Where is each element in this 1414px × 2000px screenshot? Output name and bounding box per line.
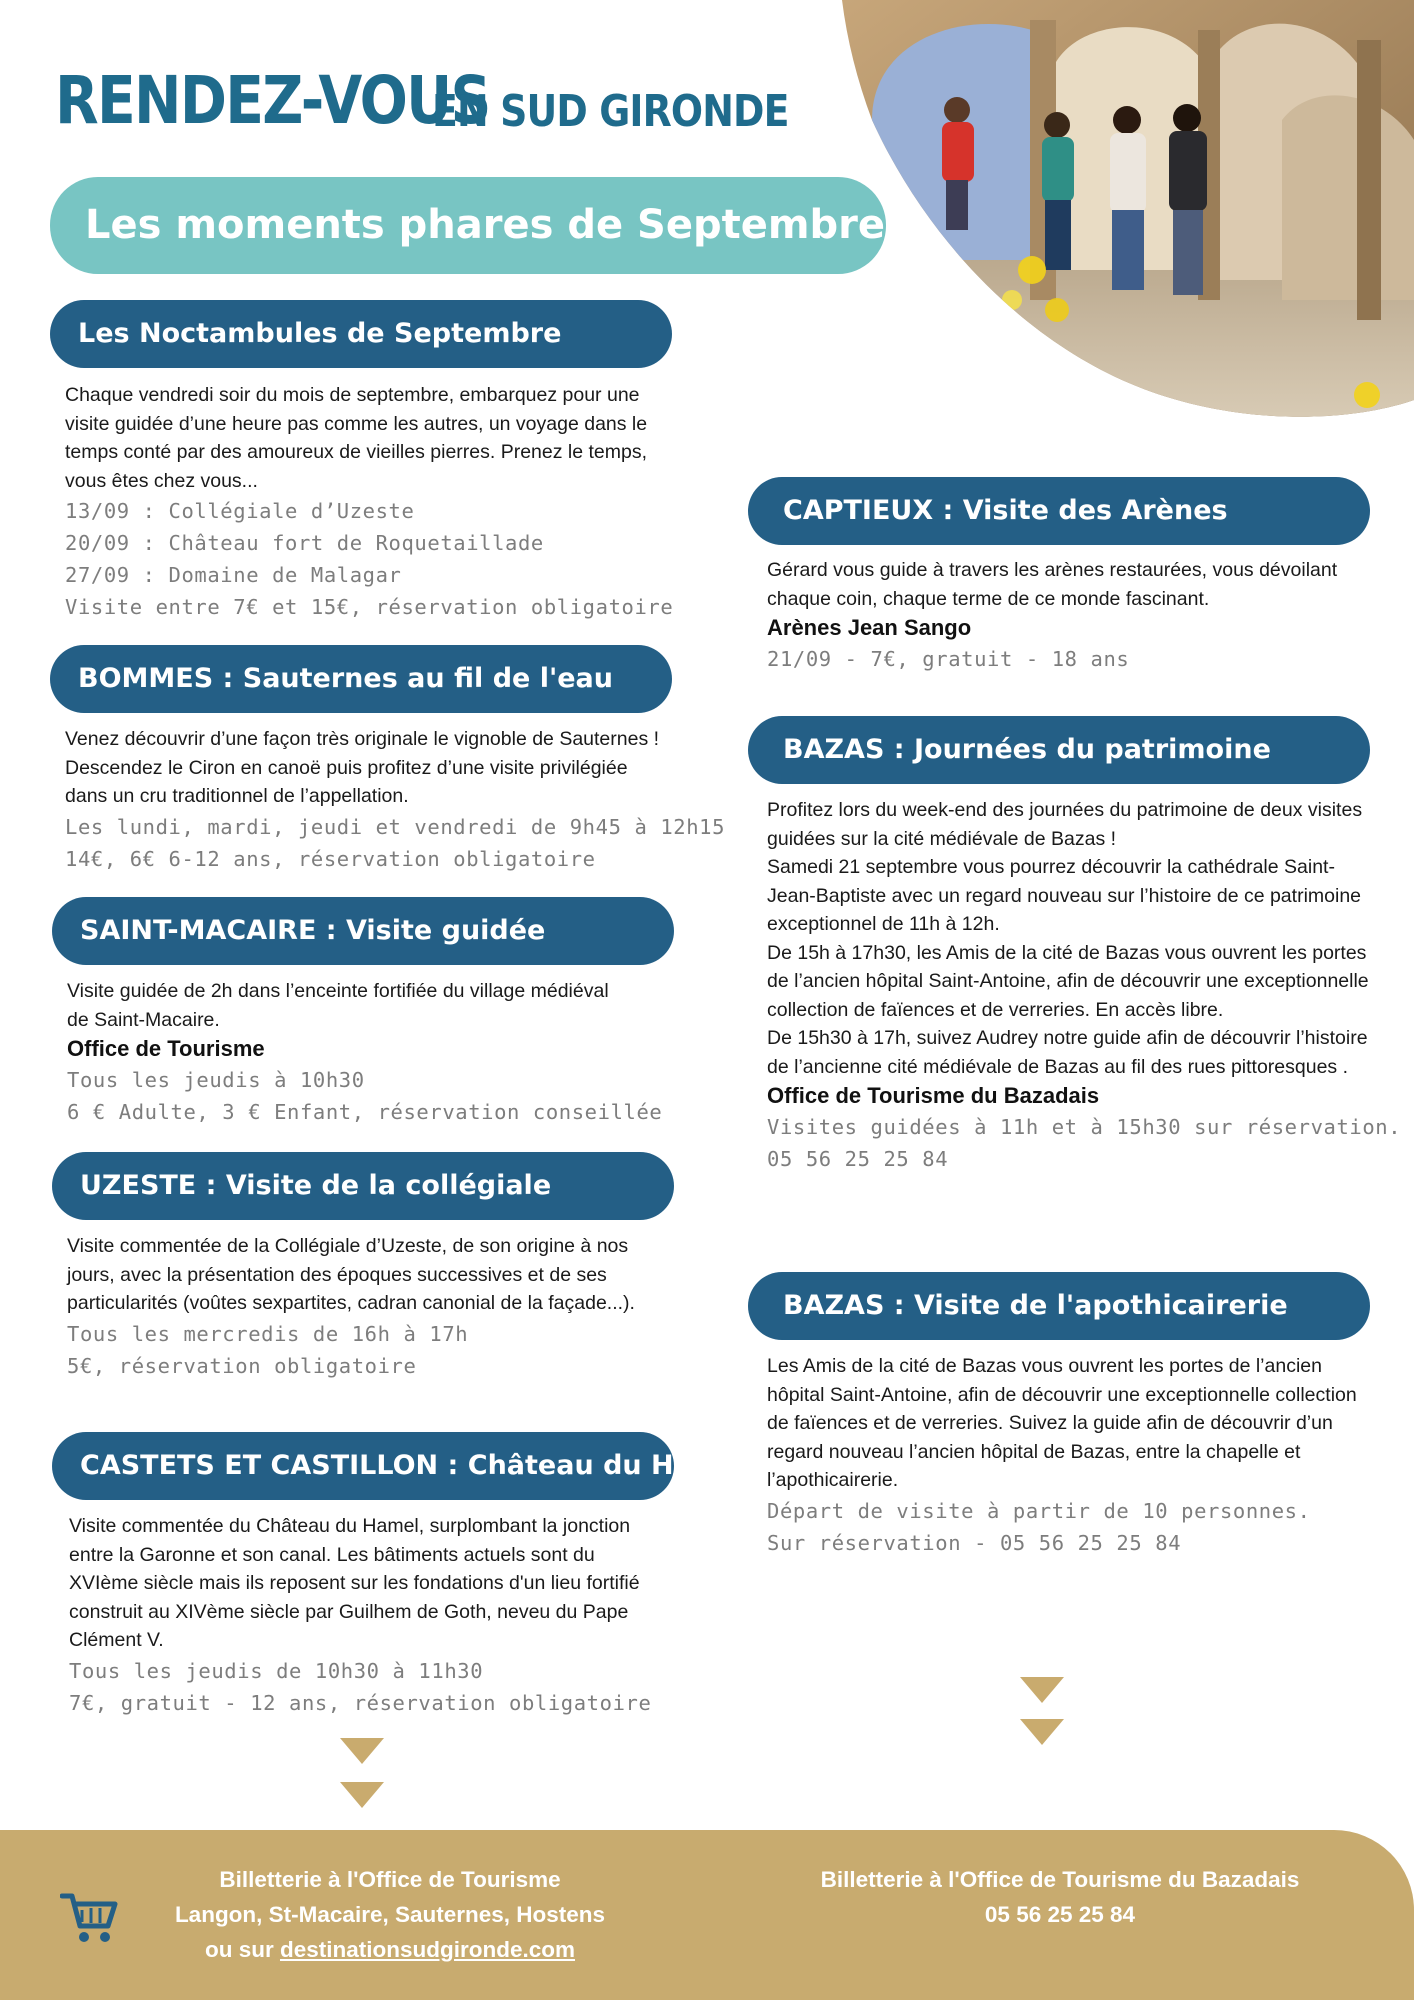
- saint-macaire-venue: Office de Tourisme: [67, 1036, 265, 1061]
- bommes-text: Venez découvrir d’une façon très originale le vignoble de Sauternes ! Descendez le Ciron en canoë puis profitez d’une visite privilégiée dans un cru traditionnel de l’appellation.: [65, 728, 660, 807]
- saint-macaire-schedule: Tous les jeudis à 10h30: [67, 1068, 365, 1092]
- section-title-bazas-patrimoine: BAZAS : Journées du patrimoine: [748, 716, 1370, 784]
- footer-left-line2: Langon, St-Macaire, Sauternes, Hostens: [174, 1902, 606, 1927]
- noctambules-date-2: 20/09 : Château fort de Roquetaillade: [65, 531, 544, 555]
- noctambules-text: Chaque vendredi soir du mois de septembre, embarquez pour une visite guidée d’une heure pas comme les autres, un voyage dans le temps conté par des amoureux de vieilles pierres. Prenez le temps, vous êtes chez vous...: [65, 384, 648, 492]
- title-main: RENDEZ-VOUS: [55, 62, 490, 139]
- section-body-bazas-apothicairerie: [767, 1352, 1377, 1559]
- castets-text: Visite commentée du Château du Hamel, surplombant la jonction entre la Garonne et son canal. Les bâtiments actuels sont du XVIème siècle mais ils reposent sur les fondations d'un lieu fortifié construit au XIVème siècle par Guilhem de Goth, neveu du Pape Clément V.: [69, 1515, 640, 1651]
- captieux-price: 21/09 - 7€, gratuit - 18 ans: [767, 647, 1130, 671]
- uzeste-schedule: Tous les mercredis de 16h à 17h: [67, 1321, 469, 1346]
- bazas-patrimoine-paragraph-4: De 15h30 à 17h, suivez Audrey notre guide afin de découvrir l’histoire de l’ancienne cité médiévale de Bazas au fil des rues pittoresques .: [767, 1027, 1368, 1078]
- footer-right-phone: 05 56 25 25 84: [984, 1902, 1136, 1927]
- header-photo: [842, 0, 1414, 420]
- bommes-schedule: Les lundi, mardi, jeudi et vendredi de 9h45 à 12h15: [65, 814, 726, 839]
- bazas-apothicairerie-booking: Sur réservation - 05 56 25 25 84: [767, 1530, 1182, 1555]
- section-body-captieux: [767, 556, 1367, 675]
- bazas-patrimoine-schedule: Visites guidées à 11h et à 15h30 sur réservation.: [767, 1115, 1402, 1139]
- section-body-castets: [69, 1512, 659, 1719]
- footer-left-prefix: ou sur: [204, 1937, 280, 1962]
- footer-left-block: [150, 1862, 630, 1967]
- section-title-bazas-apothicairerie: BAZAS : Visite de l'apothicairerie: [748, 1272, 1370, 1340]
- title-sub: EN SUD GIRONDE: [432, 86, 789, 137]
- bazas-patrimoine-paragraph-1: Profitez lors du week-end des journées du patrimoine de deux visites guidées sur la cité médiévale de Bazas !: [767, 799, 1363, 850]
- bazas-patrimoine-paragraph-2: Samedi 21 septembre vous pourrez découvrir la cathédrale Saint-Jean-Baptiste avec un regard nouveau sur l’histoire de ce patrimoine exceptionnel de 11h à 12h.: [767, 856, 1362, 935]
- footer: [0, 1830, 1414, 2000]
- bazas-patrimoine-venue: Office de Tourisme du Bazadais: [767, 1083, 1100, 1108]
- bazas-patrimoine-paragraph-3: De 15h à 17h30, les Amis de la cité de Bazas vous ouvrent les portes de l’ancien hôpital Saint-Antoine, afin de découvrir une exceptionnelle collection de faïences et de verreries. En accès libre.: [767, 941, 1369, 1021]
- saint-macaire-price: 6 € Adulte, 3 € Enfant, réservation conseillée: [67, 1100, 663, 1124]
- bazas-patrimoine-phone: 05 56 25 25 84: [767, 1147, 949, 1171]
- bazas-apothicairerie-schedule: Départ de visite à partir de 10 personnes.: [767, 1498, 1311, 1523]
- section-body-saint-macaire: [67, 977, 663, 1128]
- section-title-uzeste: UZESTE : Visite de la collégiale: [52, 1152, 674, 1220]
- section-title-saint-macaire: SAINT-MACAIRE : Visite guidée: [52, 897, 674, 965]
- chevron-down-icon: [340, 1738, 384, 1764]
- footer-left-line1: Billetterie à l'Office de Tourisme: [219, 1867, 561, 1892]
- noctambules-price: Visite entre 7€ et 15€, réservation obligatoire: [65, 595, 674, 619]
- noctambules-date-1: 13/09 : Collégiale d’Uzeste: [65, 499, 415, 523]
- footer-right-line1: Billetterie à l'Office de Tourisme du Bazadais: [820, 1867, 1300, 1892]
- page-title: [55, 62, 789, 139]
- bazas-apothicairerie-text: Les Amis de la cité de Bazas vous ouvrent les portes de l’ancien hôpital Saint-Antoine, afin de découvrir une exceptionnelle collection de faïences et de verreries. Suivez la guide afin de découvrir d’un regard nouveau l’ancien hôpital de Bazas, entre la chapelle et l’apothicairerie.: [767, 1355, 1357, 1491]
- section-title-bommes: BOMMES : Sauternes au fil de l'eau: [50, 645, 672, 713]
- section-title-captieux: CAPTIEUX : Visite des Arènes: [748, 477, 1370, 545]
- section-body-bommes: [65, 725, 726, 875]
- chevron-down-icon: [340, 1782, 384, 1808]
- section-title-noctambules: Les Noctambules de Septembre: [50, 300, 672, 368]
- captieux-venue: Arènes Jean Sango: [767, 615, 972, 640]
- chevron-down-icon: [1020, 1719, 1064, 1745]
- section-body-bazas-patrimoine: [767, 796, 1402, 1175]
- noctambules-date-3: 27/09 : Domaine de Malagar: [65, 563, 402, 587]
- footer-right-block: [760, 1862, 1360, 1932]
- captieux-text: Gérard vous guide à travers les arènes restaurées, vous dévoilant chaque coin, chaque terme de ce monde fascinant.: [767, 559, 1338, 610]
- castets-price: 7€, gratuit - 12 ans, réservation obligatoire: [69, 1690, 652, 1715]
- uzeste-price: 5€, réservation obligatoire: [67, 1353, 417, 1378]
- section-body-uzeste: [67, 1232, 672, 1382]
- shopping-cart-icon: [60, 1890, 120, 1946]
- bommes-price: 14€, 6€ 6-12 ans, réservation obligatoire: [65, 846, 596, 871]
- section-body-noctambules: [65, 381, 685, 623]
- website-link[interactable]: destinationsudgironde.com: [279, 1937, 576, 1962]
- section-title-castets: CASTETS ET CASTILLON : Château du Hamel: [52, 1432, 674, 1500]
- subtitle-banner: Les moments phares de Septembre !: [50, 177, 886, 274]
- saint-macaire-text: Visite guidée de 2h dans l’enceinte fortifiée du village médiéval de Saint-Macaire.: [67, 980, 609, 1031]
- uzeste-text: Visite commentée de la Collégiale d’Uzeste, de son origine à nos jours, avec la présentation des époques successives et de ses particularités (voûtes sexpartites, cadran canonial de la façade...).: [67, 1235, 635, 1314]
- castets-schedule: Tous les jeudis de 10h30 à 11h30: [69, 1658, 484, 1683]
- chevron-down-icon: [1020, 1677, 1064, 1703]
- footer-left-line3: [150, 1932, 630, 1967]
